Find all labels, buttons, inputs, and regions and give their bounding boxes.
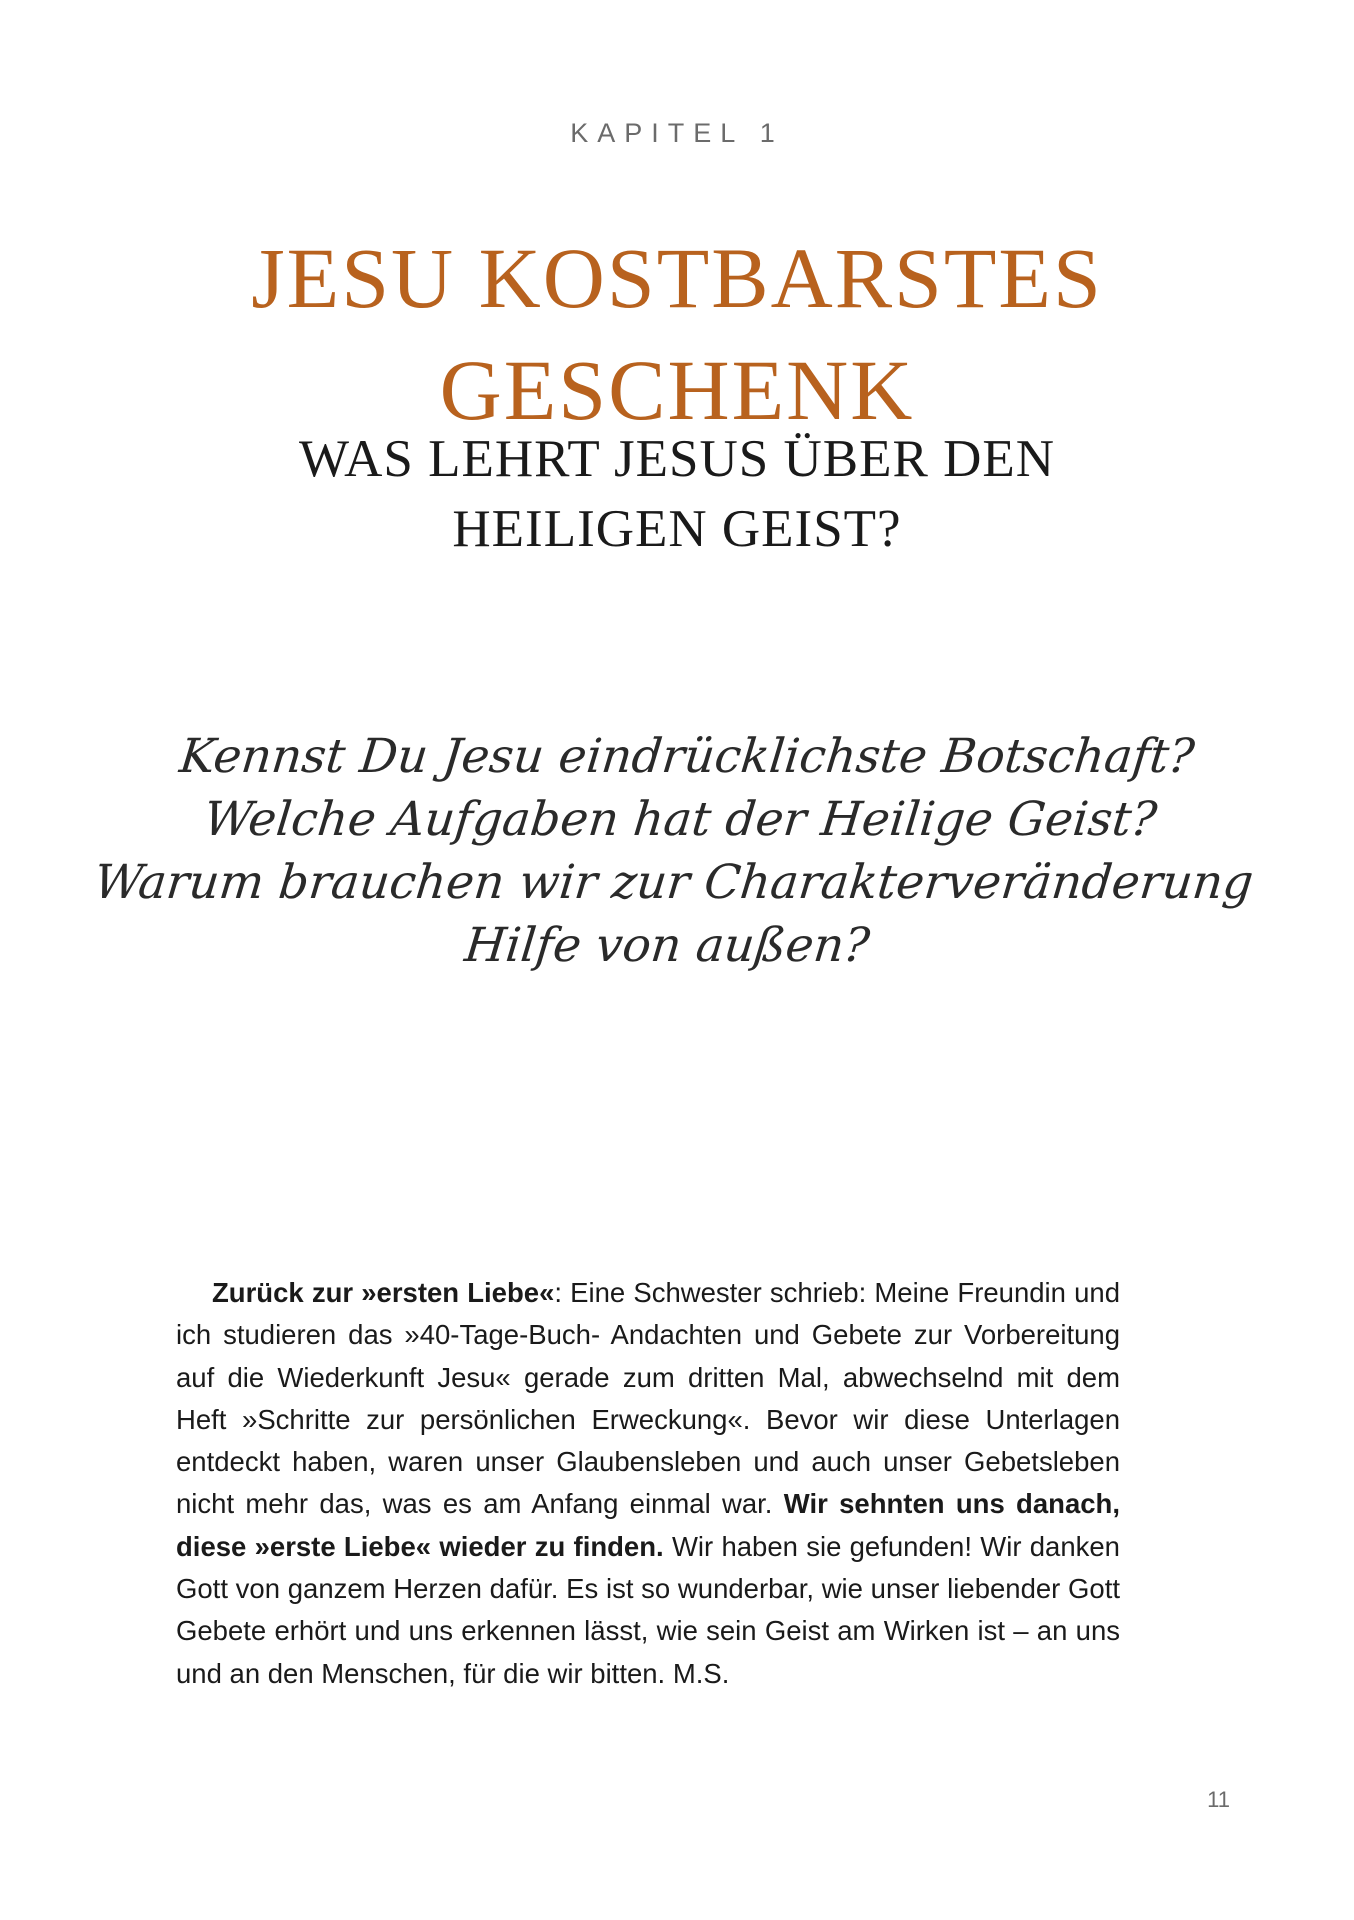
testimony-text: Wir haben sie gefunden! Wir danken Gott von ganzem Herzen dafür. Es ist so wunderbar, wie unser liebender Gott Gebete erhört und uns erkennen lässt, wie sein Geist am Wirken ist – an uns und an den Menschen, für die wir bitten. M.S. bbox=[176, 1530, 1120, 1689]
testimony-lead: Zurück zur »ersten Liebe« bbox=[212, 1277, 555, 1308]
chapter-subtitle bbox=[0, 424, 1354, 564]
testimony-paragraph bbox=[176, 1272, 1120, 1695]
chapter-title bbox=[0, 222, 1354, 446]
chapter-subtitle-line: HEILIGEN GEIST? bbox=[452, 500, 902, 558]
intro-question-line: Welche Aufgaben hat der Heilige Geist? bbox=[201, 792, 1160, 847]
testimony-block bbox=[176, 1272, 1120, 1695]
testimony-text: : Eine Schwester schrieb: Meine Freundin und ich studieren das »40-Tage-Buch- Andachten und Gebete zur Vorbereitung auf die Wiederkunft Jesu« gerade zum dritten Mal, abwechselnd mit dem Heft »Schritte zur persönlichen Erweckung«. Bevor wir diese Unterlagen entdeckt haben, waren unser Glaubensleben und auch unser Gebetsleben nicht mehr das, was es am Anfang einmal war. bbox=[176, 1277, 1121, 1520]
page-number: 11 bbox=[1207, 1787, 1230, 1812]
intro-question-line: Hilfe von außen? bbox=[462, 918, 873, 973]
chapter-subtitle-line: WAS LEHRT JESUS ÜBER DEN bbox=[298, 430, 1055, 488]
chapter-label: KAPITEL 1 bbox=[570, 118, 784, 148]
intro-question-line: Warum brauchen wir zur Charakterveränderung bbox=[91, 855, 1256, 910]
intro-question-line: Kennst Du Jesu eindrücklichste Botschaft? bbox=[176, 729, 1197, 784]
testimony-emphasis: Wir sehnten uns danach, diese »erste Liebe« wieder zu finden. bbox=[176, 1488, 1120, 1562]
chapter-title-line: JESU KOSTBARSTES bbox=[251, 230, 1103, 326]
intro-questions bbox=[0, 725, 1354, 977]
chapter-title-line: GESCHENK bbox=[439, 342, 915, 438]
